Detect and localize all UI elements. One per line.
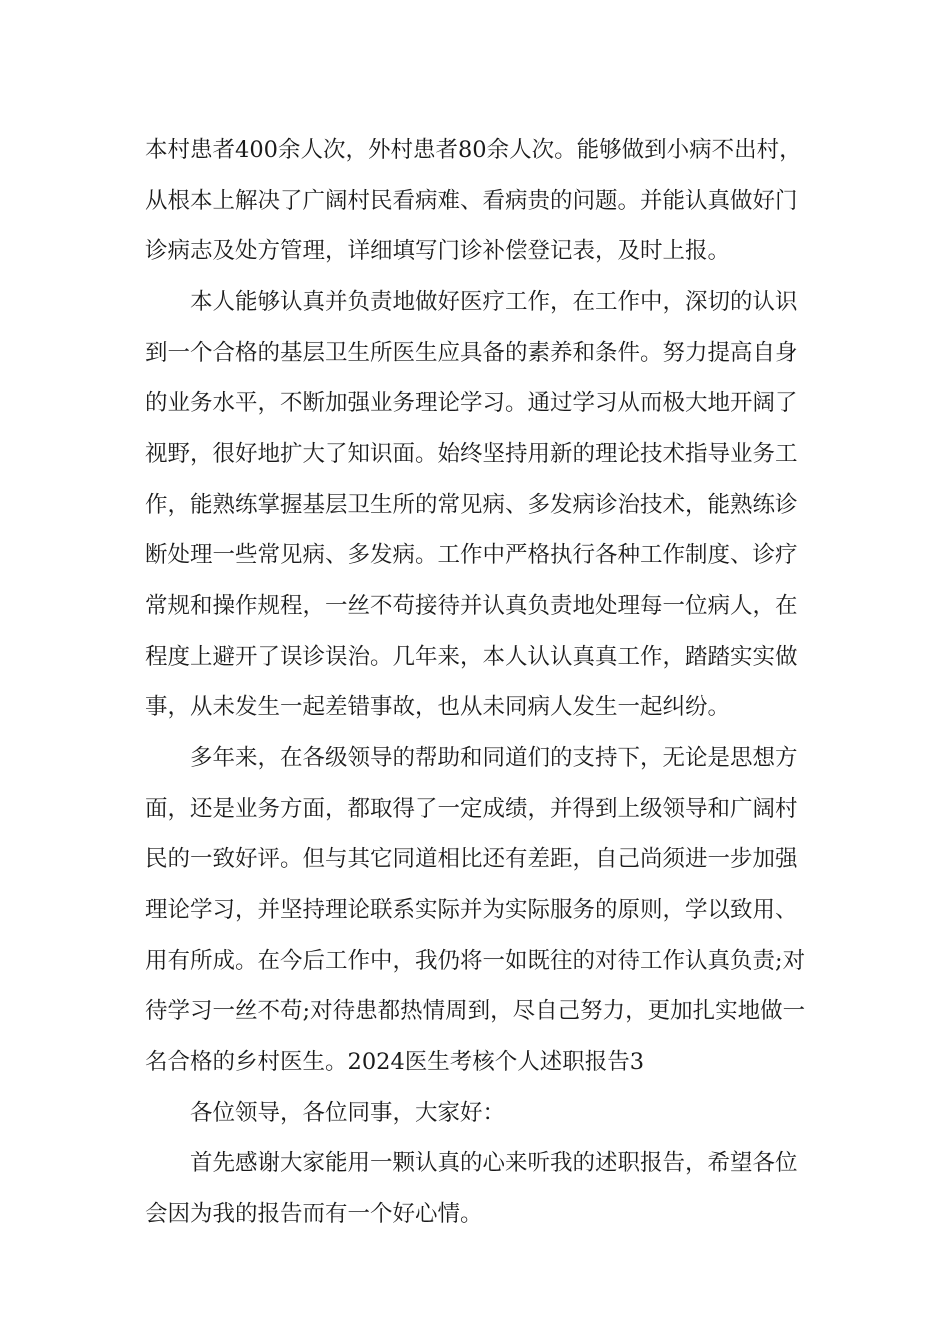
text-line: 理论学习，并坚持理论联系实际并为实际服务的原则，学以致用、 [145, 897, 798, 923]
text-line: 首先感谢大家能用一颗认真的心来听我的述职报告，希望各位 [190, 1150, 798, 1176]
text-line: 作，能熟练掌握基层卫生所的常见病、多发病诊治技术，能熟练诊 [145, 492, 798, 518]
text-line: 视野，很好地扩大了知识面。始终坚持用新的理论技术指导业务工 [145, 441, 798, 467]
text-line: 到一个合格的基层卫生所医生应具备的素养和条件。努力提高自身 [145, 340, 798, 366]
text-line: 多年来，在各级领导的帮助和同道们的支持下，无论是思想方 [190, 745, 798, 771]
text-line: 事，从未发生一起差错事故，也从未同病人发生一起纠纷。 [145, 694, 731, 720]
text-line: 本村患者400余人次，外村患者80余人次。能够做到小病不出村， [145, 137, 802, 163]
text-line: 名合格的乡村医生。2024医生考核个人述职报告3 [145, 1049, 645, 1075]
text-line: 诊病志及处方管理，详细填写门诊补偿登记表，及时上报。 [145, 238, 731, 264]
text-line: 用有所成。在今后工作中，我仍将一如既往的对待工作认真负责;对 [145, 948, 806, 974]
text-line: 的业务水平，不断加强业务理论学习。通过学习从而极大地开阔了 [145, 390, 798, 416]
text-line: 待学习一丝不苟;对待患都热情周到，尽自己努力，更加扎实地做一 [145, 998, 806, 1024]
text-line: 程度上避开了误诊误治。几年来，本人认认真真工作，踏踏实实做 [145, 644, 798, 670]
text-line: 常规和操作规程，一丝不苟接待并认真负责地处理每一位病人，在 [145, 593, 798, 619]
text-line: 面，还是业务方面，都取得了一定成绩，并得到上级领导和广阔村 [145, 796, 798, 822]
text-line: 民的一致好评。但与其它同道相比还有差距，自己尚须进一步加强 [145, 846, 798, 872]
text-line: 从根本上解决了广阔村民看病难、看病贵的问题。并能认真做好门 [145, 188, 798, 214]
text-line: 会因为我的报告而有一个好心情。 [145, 1201, 483, 1227]
text-line: 各位领导，各位同事，大家好： [190, 1100, 506, 1126]
text-line: 断处理一些常见病、多发病。工作中严格执行各种工作制度、诊疗 [145, 542, 798, 568]
text-line: 本人能够认真并负责地做好医疗工作，在工作中，深切的认识 [190, 289, 798, 315]
